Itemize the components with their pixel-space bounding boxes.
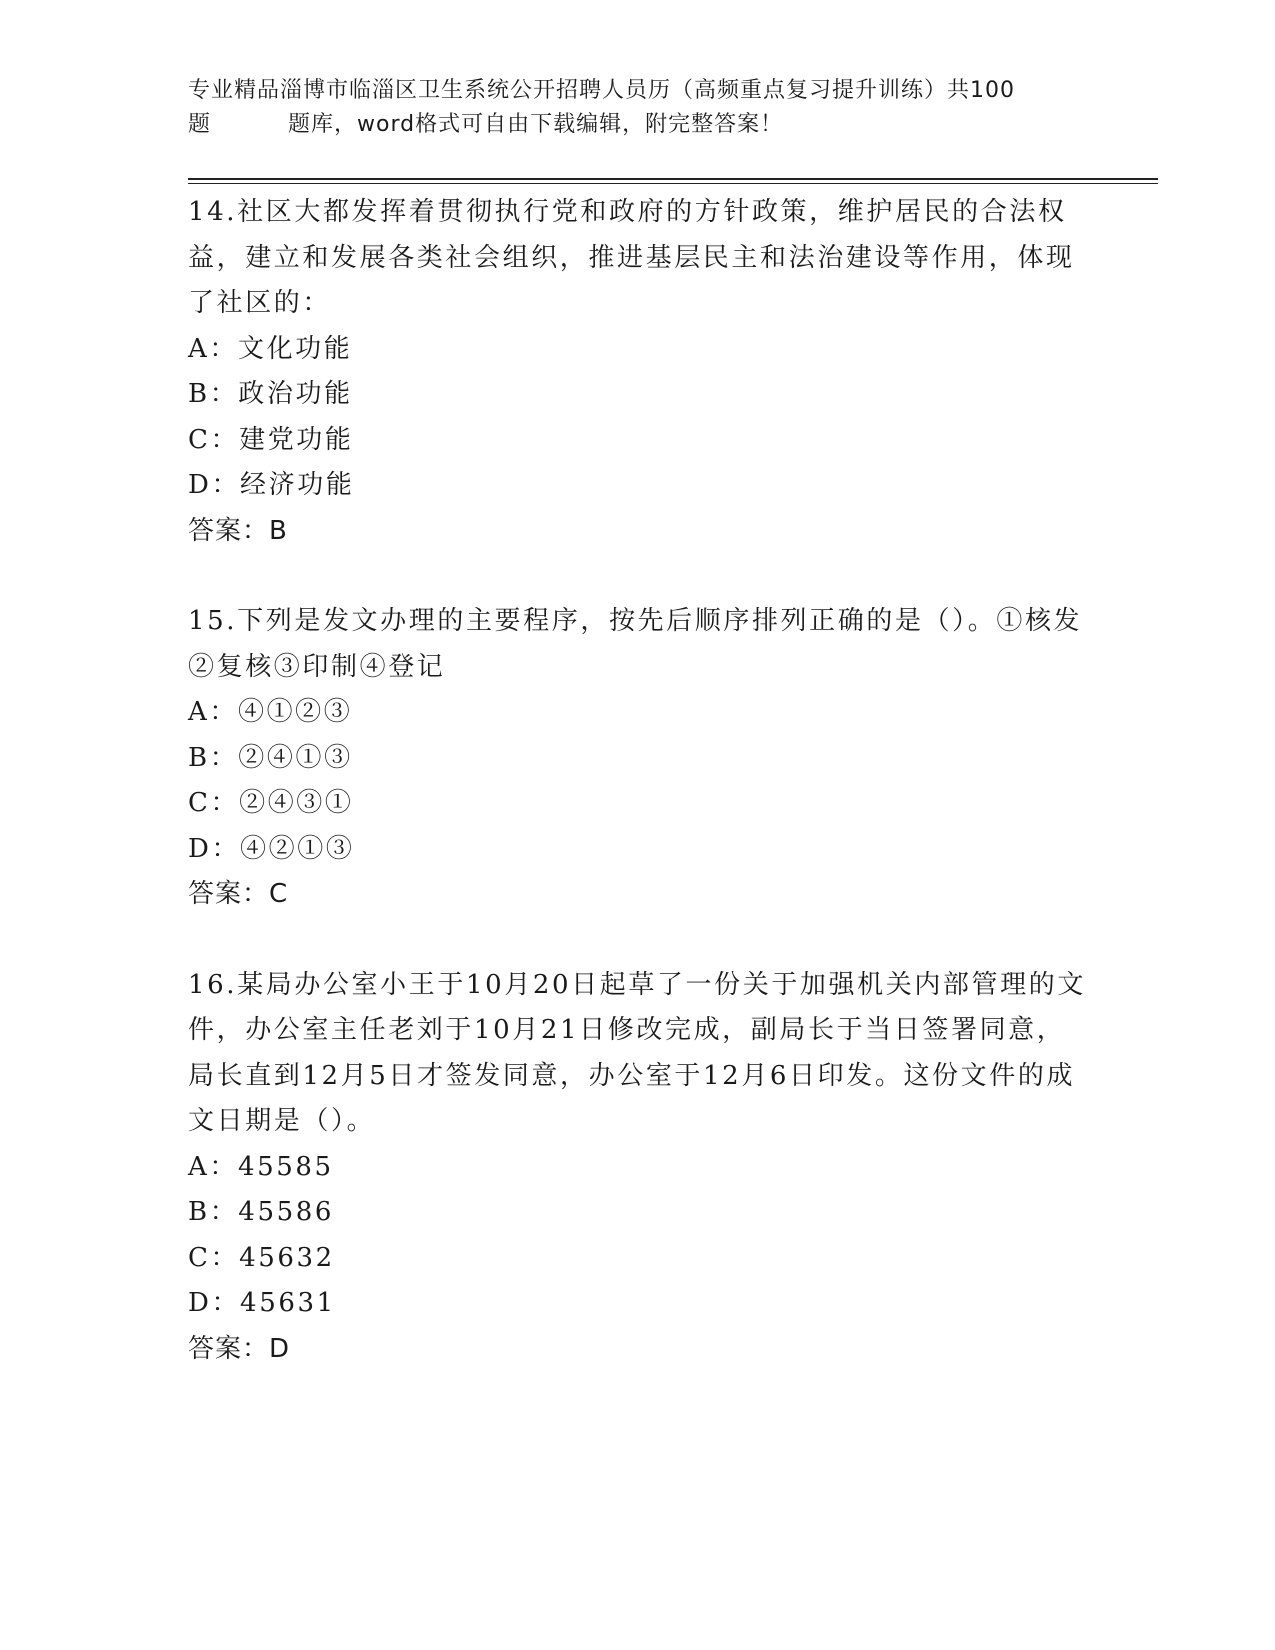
question-text: 14.社区大都发挥着贯彻执行党和政府的方针政策，维护居民的合法权益，建立和发展各类社会组织，推进基层民主和法治建设等作用，体现了社区的： bbox=[188, 197, 1075, 318]
question-text: 15.下列是发文办理的主要程序，按先后顺序排列正确的是（）。①核发②复核③印制④登记 bbox=[188, 606, 1083, 682]
header-divider-thick bbox=[188, 178, 1158, 180]
option-b: B：政治功能 bbox=[188, 379, 353, 409]
question-14 bbox=[188, 190, 1088, 554]
option-d: D：经济功能 bbox=[188, 470, 355, 500]
header-subtitle-text: 题库，word格式可自由下载编辑，附完整答案！ bbox=[288, 112, 784, 137]
question-16 bbox=[188, 963, 1088, 1373]
question-spacer bbox=[188, 554, 1088, 599]
answer-line: 答案：D bbox=[188, 1333, 291, 1364]
option-c: C：45632 bbox=[188, 1242, 335, 1273]
option-c: C：②④③① bbox=[188, 788, 354, 818]
option-d: D：45631 bbox=[188, 1288, 336, 1318]
answer-line: 答案：C bbox=[188, 879, 289, 909]
question-spacer bbox=[188, 918, 1088, 963]
answer-line: 答案：B bbox=[188, 515, 288, 546]
option-b: B：45586 bbox=[188, 1197, 335, 1227]
document-header bbox=[188, 74, 1088, 142]
option-b: B：②④①③ bbox=[188, 742, 353, 773]
question-list bbox=[188, 190, 1088, 1372]
option-c: C：建党功能 bbox=[188, 424, 354, 455]
option-d: D：④②①③ bbox=[188, 833, 355, 864]
option-a: A：④①②③ bbox=[188, 697, 353, 727]
question-15 bbox=[188, 599, 1088, 918]
header-subtitle-line bbox=[188, 108, 1088, 142]
header-title-line: 专业精品淄博市临淄区卫生系统公开招聘人员历（高频重点复习提升训练）共100 bbox=[188, 78, 1015, 103]
option-a: A：45585 bbox=[188, 1151, 334, 1182]
option-a: A：文化功能 bbox=[188, 333, 353, 364]
header-divider-thin bbox=[188, 183, 1158, 184]
header-subtitle-prefix: 题 bbox=[188, 112, 212, 137]
question-text: 16.某局办公室小王于10月20日起草了一份关于加强机关内部管理的文件，办公室主任老刘于10月21日修改完成，副局长于当日签署同意，局长直到12月5日才签发同意，办公室于12月6日印发。这份文件的成文日期是（）。 bbox=[188, 969, 1086, 1136]
